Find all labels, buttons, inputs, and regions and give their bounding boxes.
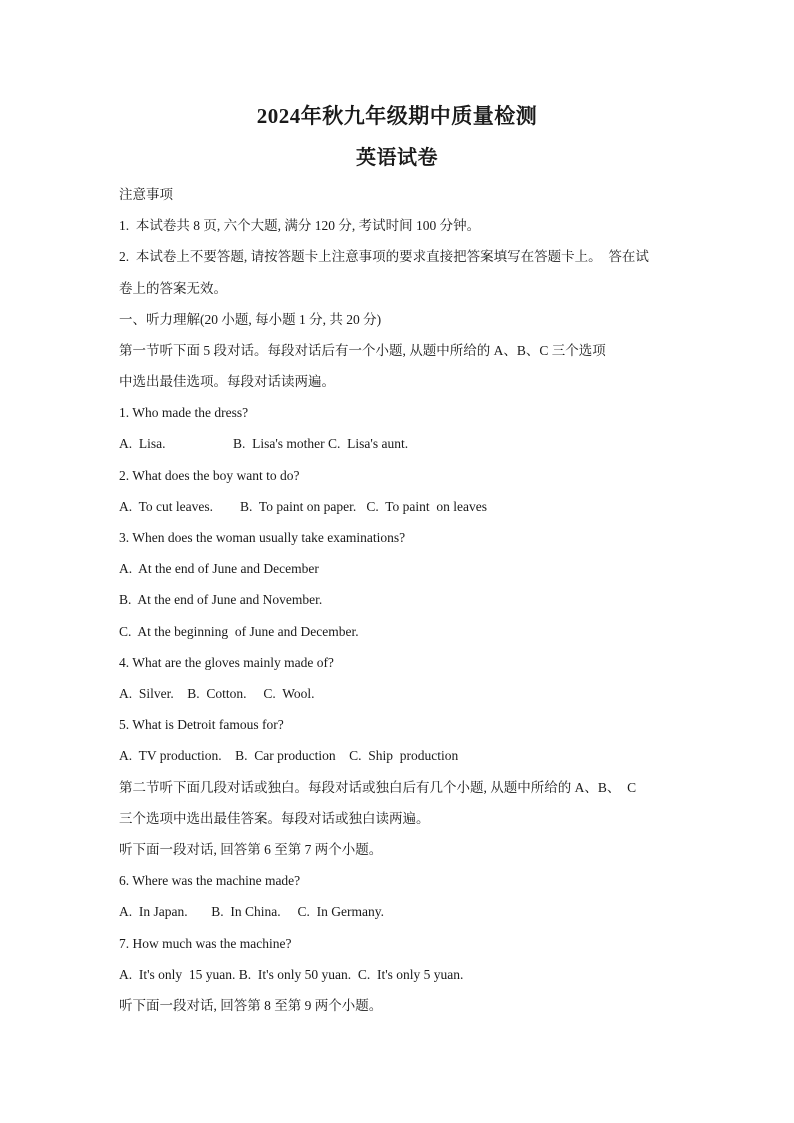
notice-item-2-line-2: 卷上的答案无效。 [119,281,227,296]
part-1-intro-line-2: 中选出最佳选项。每段对话读两遍。 [119,374,335,389]
question-2-options: A. To cut leaves. B. To paint on paper. C. To paint on leaves [119,499,487,514]
question-1-options: A. Lisa. B. Lisa's mother C. Lisa's aunt. [119,436,409,451]
part-2-intro-line-2: 三个选项中选出最佳答案。每段对话或独白读两遍。 [119,811,430,826]
part-1-intro-line-1: 第一节听下面 5 段对话。每段对话后有一个小题, 从题中所给的 A、B、C 三个选项 [119,343,606,358]
question-3-option-c: C. At the beginning of June and December. [119,624,359,639]
dialog-6-7-instruction: 听下面一段对话, 回答第 6 至第 7 两个小题。 [119,842,383,857]
question-3: 3. When does the woman usually take examinations? [119,530,406,545]
question-6: 6. Where was the machine made? [119,873,301,888]
question-5-options: A. TV production. B. Car production C. Ship production [119,748,459,763]
dialog-8-9-instruction: 听下面一段对话, 回答第 8 至第 9 两个小题。 [119,998,383,1013]
question-4: 4. What are the gloves mainly made of? [119,655,334,670]
question-7-options: A. It's only 15 yuan. B. It's only 50 yuan. C. It's only 5 yuan. [119,967,464,982]
exam-subtitle: 英语试卷 [356,147,438,169]
notice-item-2-line-1: 2. 本试卷上不要答题, 请按答题卡上注意事项的要求直接把答案填写在答题卡上。 答在试 [119,249,649,264]
question-3-option-b: B. At the end of June and November. [119,592,323,607]
part-2-intro-line-1: 第二节听下面几段对话或独白。每段对话或独白后有几个小题, 从题中所给的 A、B、 C [119,780,637,795]
question-5: 5. What is Detroit famous for? [119,717,284,732]
question-2: 2. What does the boy want to do? [119,468,300,483]
exam-title: 2024年秋九年级期中质量检测 [256,104,538,128]
question-6-options: A. In Japan. B. In China. C. In Germany. [119,904,384,919]
question-1: 1. Who made the dress? [119,405,249,420]
question-7: 7. How much was the machine? [119,936,292,951]
notice-heading: 注意事项 [119,187,173,202]
section-1-heading: 一、听力理解(20 小题, 每小题 1 分, 共 20 分) [119,312,382,327]
question-4-options: A. Silver. B. Cotton. C. Wool. [119,686,315,701]
notice-item-1: 1. 本试卷共 8 页, 六个大题, 满分 120 分, 考试时间 100 分钟。 [119,218,481,233]
question-3-option-a: A. At the end of June and December [119,561,319,576]
